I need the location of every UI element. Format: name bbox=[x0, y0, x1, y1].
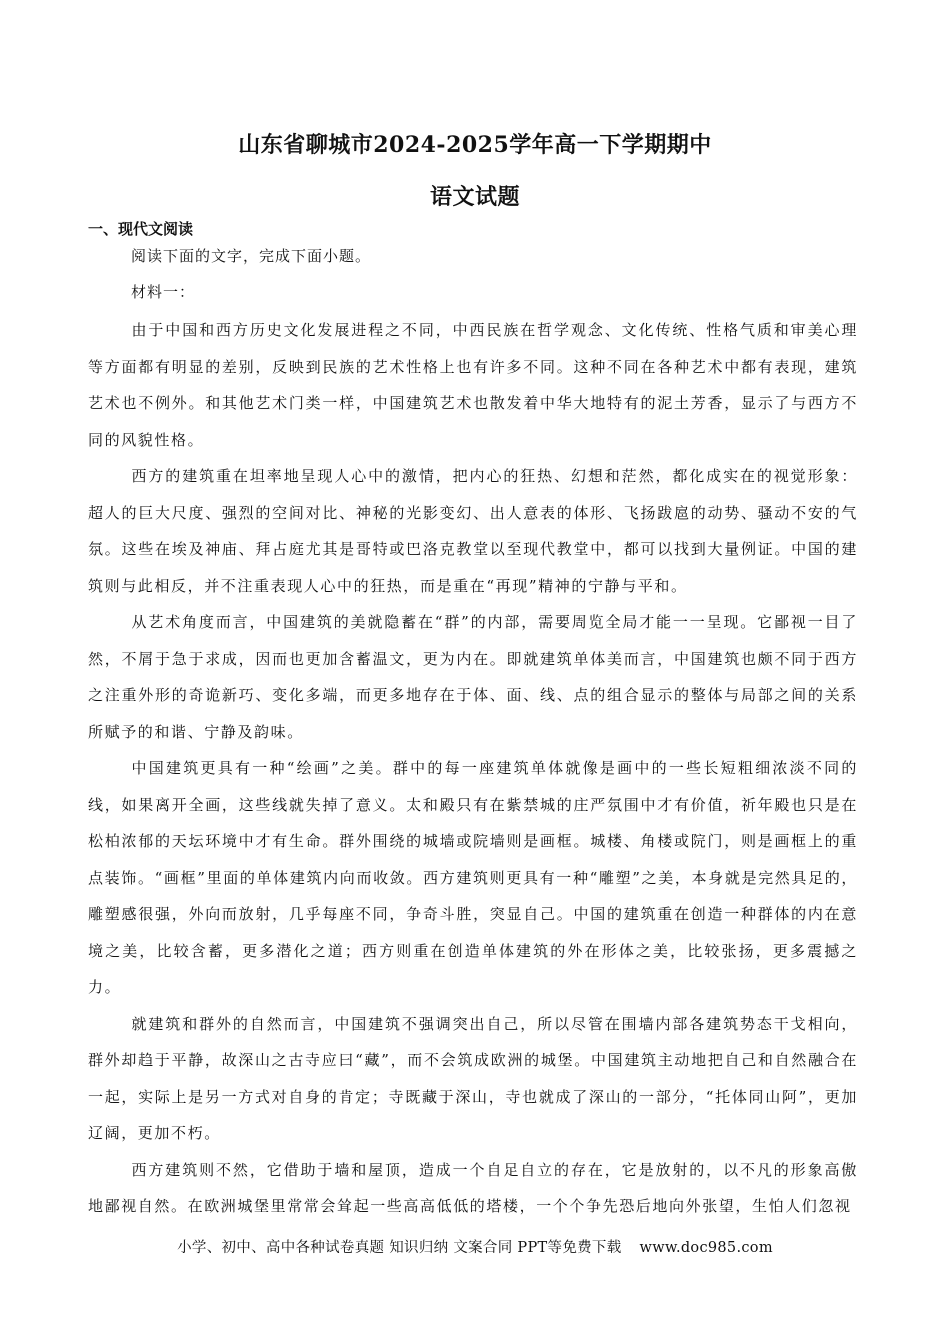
page-title: 山东省聊城市2024-2025学年高一下学期期中 bbox=[238, 132, 712, 158]
page-footer bbox=[0, 1236, 950, 1257]
paragraph: 从艺术角度而言，中国建筑的美就隐蓄在“群”的内部，需要周览全局才能一一呈现。它鄙视一目了然，不屑于急于求成，因而也更加含蓄温文，更为内在。即就建筑单体美而言，中国建筑也颇不同于西方之注重外形的奇诡新巧、变化多端，而更多地存在于体、面、线、点的组合显示的整体与局部之间的关系所赋予的和谐、宁静及韵味。 bbox=[88, 613, 858, 741]
material-label: 材料一： bbox=[131, 283, 196, 301]
reading-instruction: 阅读下面的文字，完成下面小题。 bbox=[131, 247, 372, 265]
paragraph: 就建筑和群外的自然而言，中国建筑不强调突出自己，所以尽管在围墙内部各建筑势态干戈相向，群外却趋于平静，故深山之古寺应曰“藏”，而不会筑成欧洲的城堡。中国建筑主动地把自己和自然融合在一起，实际上是另一方式对自身的肯定；寺既藏于深山，寺也就成了深山的一部分，“托体同山阿”，更加辽阔，更加不朽。 bbox=[88, 1014, 858, 1142]
page-subtitle: 语文试题 bbox=[429, 184, 520, 210]
paragraph: 西方建筑则不然，它借助于墙和屋顶，造成一个自足自立的存在，它是放射的，以不凡的形象高傲地鄙视自然。在欧洲城堡里常常会耸起一些高高低低的塔楼，一个个争先恐后地向外张望，生怕人们忽视 bbox=[88, 1160, 858, 1215]
footer-url[interactable]: www.doc985.com bbox=[639, 1240, 773, 1256]
reading-passage bbox=[88, 312, 858, 1225]
footer-text: 小学、初中、高中各种试卷真题 知识归纳 文案合同 PPT等免费下载 bbox=[177, 1240, 622, 1256]
paragraph: 中国建筑更具有一种“绘画”之美。群中的每一座建筑单体就像是画中的一些长短粗细浓淡不同的线，如果离开全画，这些线就失掉了意义。太和殿只有在紫禁城的庄严氛围中才有价值，祈年殿也只是在松柏浓郁的天坛环境中才有生命。群外围绕的城墙或院墙则是画框。城楼、角楼或院门，则是画框上的重点装饰。“画框”里面的单体建筑内向而收敛。西方建筑则更具有一种“雕塑”之美，本身就是完然具足的，雕塑感很强，外向而放射，几乎每座不同，争奇斗胜，突显自己。中国的建筑重在创造一种群体的内在意境之美，比较含蓄，更多潜化之道；西方则重在创造单体建筑的外在形体之美，比较张扬，更多震撼之力。 bbox=[88, 759, 858, 996]
section-heading: 一、现代文阅读 bbox=[88, 220, 194, 238]
paragraph: 由于中国和西方历史文化发展进程之不同，中西民族在哲学观念、文化传统、性格气质和审美心理等方面都有明显的差别，反映到民族的艺术性格上也有许多不同。这种不同在各种艺术中都有表现，建筑艺术也不例外。和其他艺术门类一样，中国建筑艺术也散发着中华大地特有的泥土芳香，显示了与西方不同的风貌性格。 bbox=[88, 321, 858, 449]
paragraph: 西方的建筑重在坦率地呈现人心中的激情，把内心的狂热、幻想和茫然，都化成实在的视觉形象：超人的巨大尺度、强烈的空间对比、神秘的光影变幻、出人意表的体形、飞扬跋扈的动势、骚动不安的气氛。这些在埃及神庙、拜占庭尤其是哥特或巴洛克教堂以至现代教堂中，都可以找到大量例证。中国的建筑则与此相反，并不注重表现人心中的狂热，而是重在“再现”精神的宁静与平和。 bbox=[88, 467, 858, 595]
